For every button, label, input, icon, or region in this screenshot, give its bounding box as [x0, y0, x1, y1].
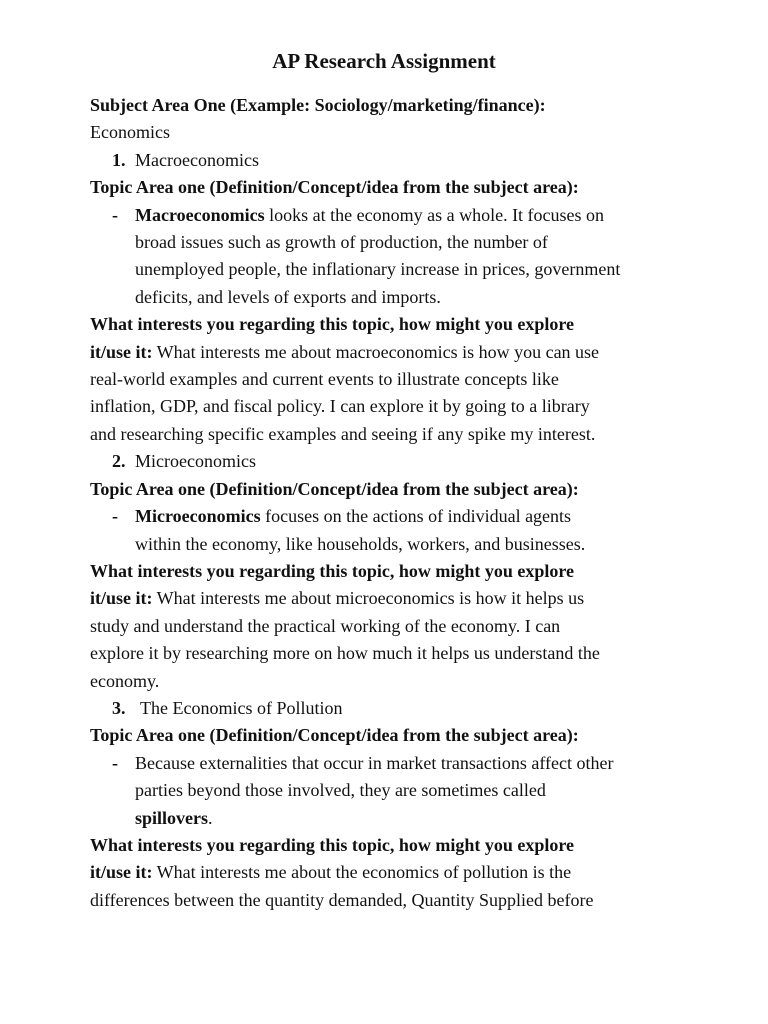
topic-area-label: Topic Area one (Definition/Concept/idea from the subject area): — [90, 725, 579, 746]
interest-label: it/use it: — [90, 588, 153, 609]
interest-line: economy. — [90, 670, 160, 691]
definition-bullet — [90, 503, 690, 530]
topic-name: The Economics of Pollution — [140, 697, 343, 718]
dash-bullet-icon: - — [112, 506, 118, 527]
interest-line: study and understand the practical working of the economy. I can — [90, 615, 561, 636]
interest-text: What interests me about microeconomics is how it helps us — [152, 588, 585, 609]
definition-term: Macroeconomics — [135, 204, 265, 225]
topic-number: 2. — [112, 451, 126, 472]
dash-bullet-icon: - — [112, 204, 118, 225]
definition-line: within the economy, like households, workers, and businesses. — [135, 533, 586, 554]
interest-question: What interests you regarding this topic, how might you explore — [90, 314, 575, 335]
definition-punct: . — [208, 807, 213, 828]
document-body — [90, 92, 690, 914]
topic-number: 3. — [112, 697, 126, 718]
interest-line: and researching specific examples and seeing if any spike my interest. — [90, 423, 596, 444]
definition-line: broad issues such as growth of production, the number of — [135, 232, 548, 253]
interest-question: What interests you regarding this topic, how might you explore — [90, 560, 575, 581]
dash-bullet-icon: - — [112, 752, 118, 773]
topic-heading-3 — [90, 695, 690, 722]
topic-name: Macroeconomics — [135, 149, 259, 170]
interest-question: What interests you regarding this topic, how might you explore — [90, 834, 575, 855]
interest-line: explore it by researching more on how much it helps us understand the — [90, 643, 600, 664]
interest-line: inflation, GDP, and fiscal policy. I can explore it by going to a library — [90, 396, 590, 417]
definition-bullet — [90, 750, 690, 777]
subject-area-label: Subject Area One (Example: Sociology/marketing/finance): — [90, 95, 546, 115]
interest-text: What interests me about macroeconomics is how you can use — [152, 341, 600, 362]
interest-answer — [90, 339, 690, 366]
topic-area-label: Topic Area one (Definition/Concept/idea from the subject area): — [90, 478, 579, 499]
definition-text: Because externalities that occur in market transactions affect other — [135, 752, 614, 773]
definition-line: deficits, and levels of exports and imports. — [135, 286, 441, 307]
definition-line: parties beyond those involved, they are sometimes called — [135, 780, 546, 801]
interest-answer — [90, 585, 690, 612]
topic-heading-2 — [90, 448, 690, 475]
topic-heading-1 — [90, 147, 690, 174]
interest-line: differences between the quantity demanded, Quantity Supplied before — [90, 889, 594, 910]
definition-text: looks at the economy as a whole. It focuses on — [264, 204, 605, 225]
definition-term: spillovers — [135, 807, 209, 828]
definition-term: Microeconomics — [135, 506, 261, 527]
definition-line — [90, 805, 690, 832]
definition-bullet — [90, 202, 690, 229]
topic-area-label: Topic Area one (Definition/Concept/idea from the subject area): — [90, 177, 579, 198]
interest-text: What interests me about the economics of pollution is the — [152, 862, 572, 883]
topic-number: 1. — [112, 149, 126, 170]
document-title: AP Research Assignment — [272, 49, 496, 73]
interest-label: it/use it: — [90, 862, 153, 883]
definition-text: focuses on the actions of individual agents — [260, 506, 572, 527]
interest-label: it/use it: — [90, 341, 153, 362]
definition-line: unemployed people, the inflationary increase in prices, government — [135, 259, 621, 280]
topic-name: Microeconomics — [135, 451, 256, 472]
subject-area-value: Economics — [90, 122, 170, 143]
interest-line: real-world examples and current events to illustrate concepts like — [90, 369, 559, 390]
interest-answer — [90, 859, 690, 886]
